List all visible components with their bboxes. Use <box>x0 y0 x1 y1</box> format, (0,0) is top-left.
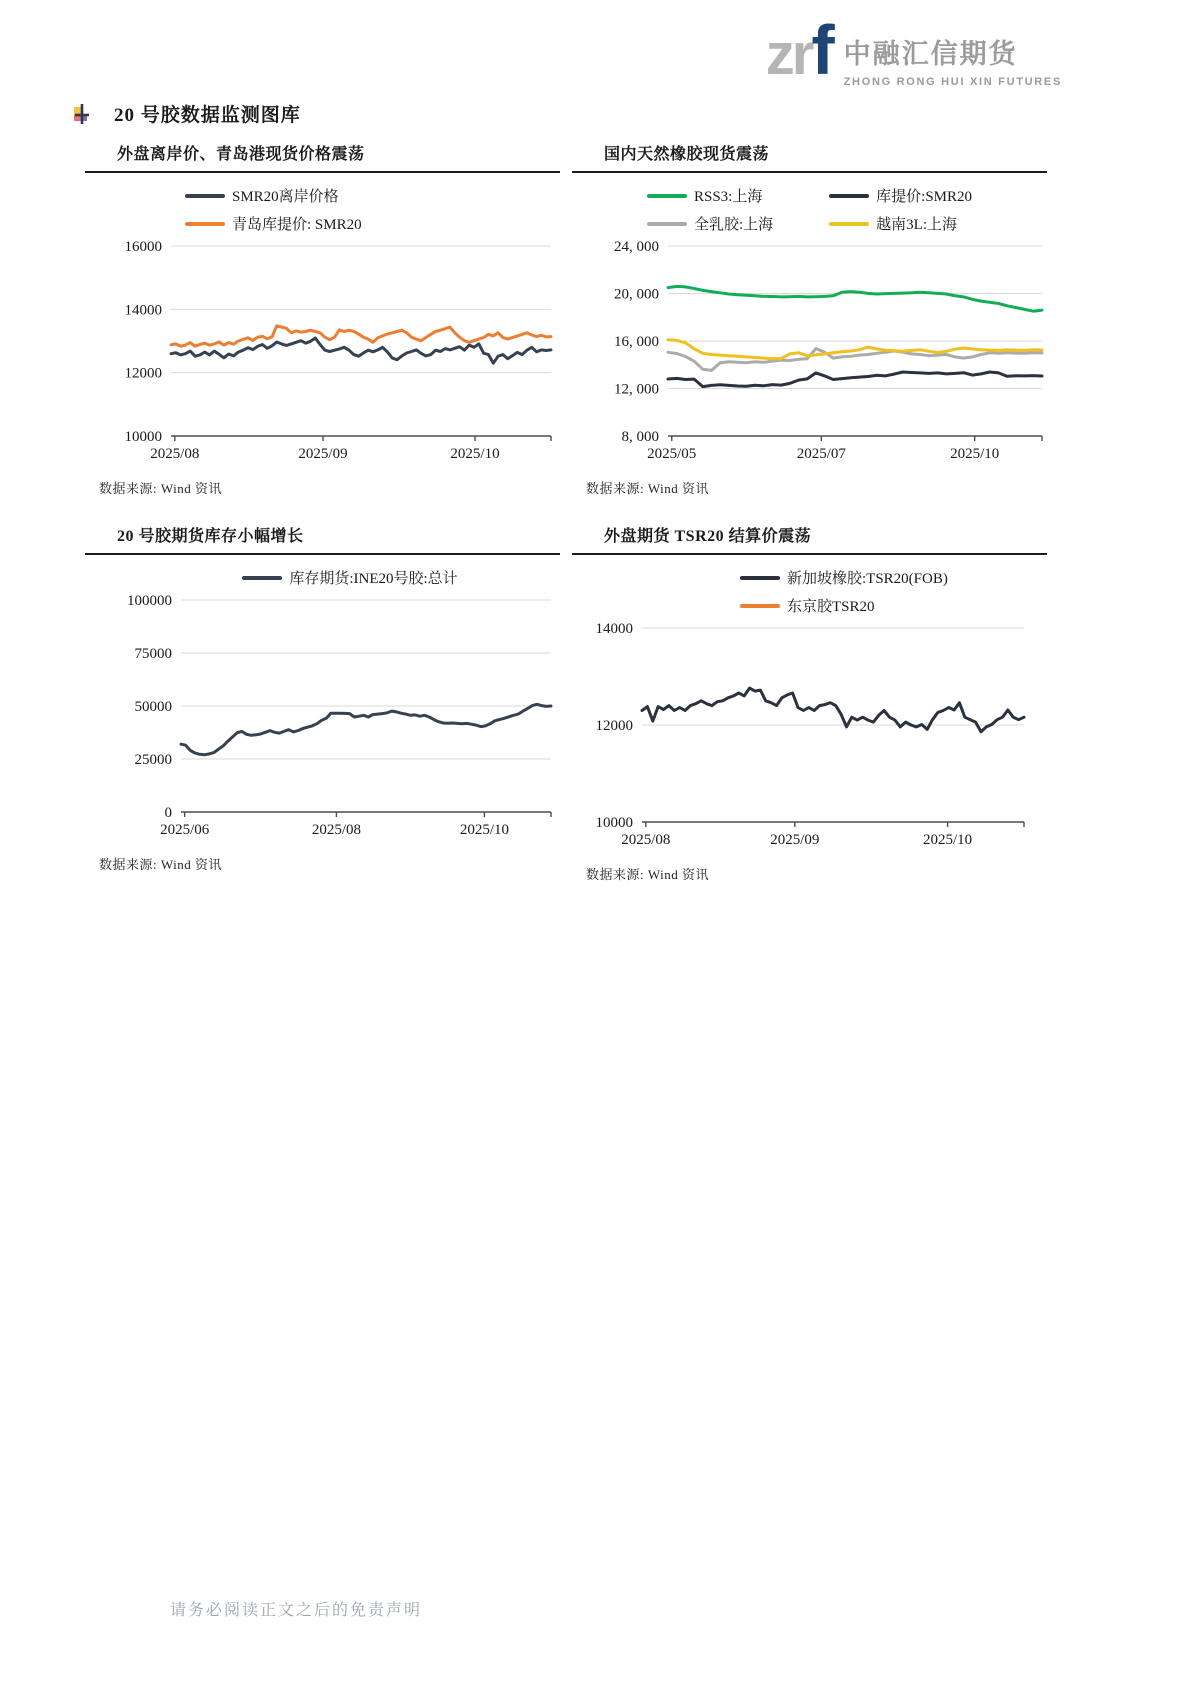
chart-title: 20 号胶期货库存小幅增长 <box>85 523 560 555</box>
company-logo <box>765 11 1062 98</box>
legend-item <box>647 185 773 206</box>
legend-swatch <box>647 222 687 226</box>
svg-text:2025/08: 2025/08 <box>621 832 671 848</box>
chart-card-ine-inventory <box>85 523 560 883</box>
legend-item <box>185 213 362 234</box>
chart-legend <box>572 185 1047 234</box>
chart-title: 外盘期货 TSR20 结算价震荡 <box>572 523 1047 555</box>
section-bullet-icon <box>72 103 92 125</box>
legend-label: 东京胶TSR20 <box>787 599 875 615</box>
svg-text:2025/10: 2025/10 <box>923 832 973 848</box>
svg-text:24, 000: 24, 000 <box>614 239 659 255</box>
svg-text:2025/10: 2025/10 <box>950 446 1000 462</box>
legend-swatch <box>740 604 780 608</box>
legend-item <box>185 185 339 206</box>
legend-label: SMR20离岸价格 <box>232 189 339 205</box>
logo-company-name-cn: 中融汇信期货 <box>843 39 1018 69</box>
svg-text:2025/10: 2025/10 <box>459 822 509 838</box>
legend-swatch <box>185 222 225 226</box>
line-chart <box>85 238 560 464</box>
data-source-note: 数据来源: Wind 资讯 <box>99 857 222 872</box>
legend-swatch <box>829 194 869 198</box>
legend-label: 全乳胶:上海 <box>693 217 774 233</box>
svg-text:8, 000: 8, 000 <box>621 429 659 445</box>
legend-label: 库提价:SMR20 <box>876 189 973 205</box>
svg-text:2025/10: 2025/10 <box>450 446 500 462</box>
svg-text:25000: 25000 <box>134 752 172 768</box>
legend-swatch <box>829 222 869 226</box>
svg-text:12000: 12000 <box>595 718 633 734</box>
svg-text:16000: 16000 <box>124 239 162 255</box>
legend-swatch <box>647 194 687 198</box>
legend-swatch <box>185 194 225 198</box>
svg-text:2025/05: 2025/05 <box>647 446 697 462</box>
svg-text:0: 0 <box>164 805 172 821</box>
legend-swatch <box>740 576 780 580</box>
legend-label: 新加坡橡胶:TSR20(FOB) <box>787 571 948 587</box>
svg-text:20, 000: 20, 000 <box>614 286 659 303</box>
logo-f-text: f <box>811 11 832 89</box>
line-chart <box>572 620 1047 850</box>
chart-card-offshore-qingdao <box>85 141 560 497</box>
legend-item <box>740 595 875 616</box>
charts-grid <box>85 141 1190 883</box>
svg-text:2025/08: 2025/08 <box>150 446 200 462</box>
chart-title: 外盘离岸价、青岛港现货价格震荡 <box>85 141 560 173</box>
legend-item <box>647 213 773 234</box>
legend-label: 越南3L:上海 <box>876 217 957 233</box>
legend-item <box>242 567 457 588</box>
chart-title: 国内天然橡胶现货震荡 <box>572 141 1047 173</box>
legend-label: 库存期货:INE20号胶:总计 <box>289 571 458 587</box>
svg-text:12000: 12000 <box>124 365 162 382</box>
chart-legend <box>572 567 1047 616</box>
section-title: 20 号胶数据监测图库 <box>114 105 301 126</box>
chart-card-domestic-spot <box>572 141 1047 497</box>
logo-wordmark <box>844 22 1062 88</box>
line-chart <box>85 592 560 840</box>
svg-text:2025/07: 2025/07 <box>796 446 846 462</box>
logo-zrf-mark <box>765 11 832 98</box>
svg-text:2025/09: 2025/09 <box>298 446 348 462</box>
chart-legend <box>85 567 560 588</box>
svg-text:10000: 10000 <box>124 429 162 445</box>
svg-text:12, 000: 12, 000 <box>614 381 659 398</box>
svg-text:14000: 14000 <box>124 302 162 319</box>
svg-text:14000: 14000 <box>595 621 633 637</box>
section-header <box>0 100 1190 127</box>
legend-label: RSS3:上海 <box>693 189 763 205</box>
logo-company-name-en: ZHONG RONG HUI XIN FUTURES <box>843 76 1062 88</box>
legend-item <box>740 567 948 588</box>
data-source-note: 数据来源: Wind 资讯 <box>586 481 709 496</box>
chart-card-tsr20-settlement <box>572 523 1047 883</box>
svg-text:10000: 10000 <box>595 815 633 831</box>
svg-text:75000: 75000 <box>134 646 172 662</box>
disclaimer-footer: 请务必阅读正文之后的免责声明 <box>170 1602 423 1619</box>
line-chart <box>572 238 1047 464</box>
legend-label: 青岛库提价: SMR20 <box>232 217 362 233</box>
legend-swatch <box>242 576 282 580</box>
header <box>0 0 1190 98</box>
logo-zr-text: zr <box>765 22 812 87</box>
legend-item <box>829 185 972 206</box>
chart-legend <box>85 185 560 234</box>
svg-text:2025/06: 2025/06 <box>160 822 210 838</box>
svg-text:2025/09: 2025/09 <box>770 832 820 848</box>
svg-text:2025/08: 2025/08 <box>311 822 361 838</box>
legend-item <box>829 213 972 234</box>
svg-text:50000: 50000 <box>134 699 172 715</box>
svg-text:100000: 100000 <box>127 593 172 609</box>
data-source-note: 数据来源: Wind 资讯 <box>586 867 709 882</box>
svg-text:16, 000: 16, 000 <box>614 334 659 350</box>
data-source-note: 数据来源: Wind 资讯 <box>99 481 222 496</box>
